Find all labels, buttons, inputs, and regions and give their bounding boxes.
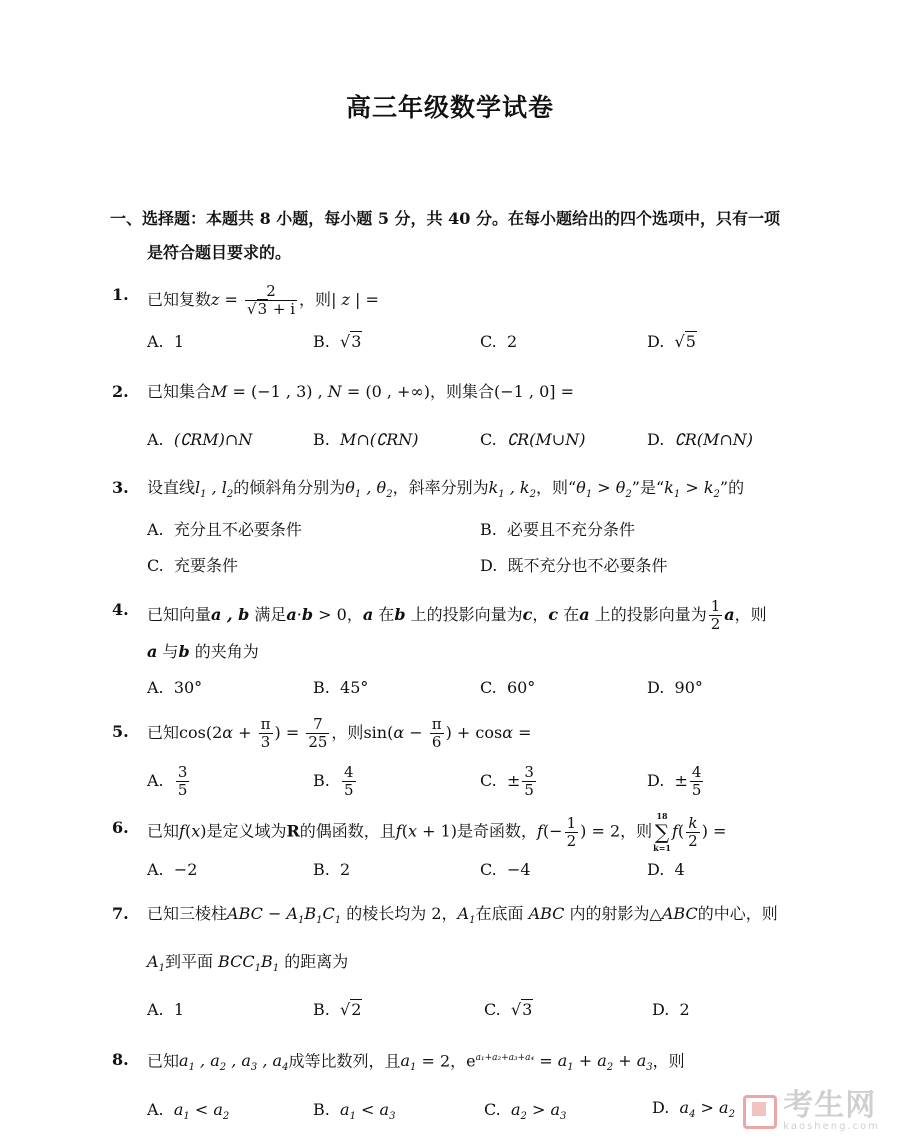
- question-4-stem: 已知向量a , b 满足a·b > 0，a 在b 上的投影向量为c，c 在a 上的投影向量为 $\frac{1}{2}$ a，则: [147, 597, 767, 633]
- option-d[interactable]: D. $a_4 > a_2$: [652, 1098, 735, 1121]
- option-b[interactable]: B. √3: [313, 332, 362, 351]
- option-c[interactable]: C. ∁R(M∪N): [480, 430, 586, 449]
- question-2-stem: 已知集合M = (−1 , 3) , N = (0 , +∞)，则集合(−1 , 0] =: [147, 382, 574, 401]
- section-header-line1: 一、选择题：本题共 8 小题，每小题 5 分，共 40 分。在每小题给出的四个选项中，只有一项: [110, 209, 780, 228]
- question-4-stem-line2: a 与b 的夹角为: [147, 642, 259, 661]
- fraction: $\frac{2}{√3 + i}$: [247, 282, 296, 318]
- question-number: 5.: [112, 722, 129, 741]
- watermark-logo: [743, 1088, 880, 1132]
- watermark-url: kaosheng.com: [783, 1121, 880, 1132]
- question-7-stem: 已知三棱柱ABC − $A_1B_1C_1$ 的棱长均为 2，$A_1$在底面 ABC 内的射影为△ABC的中心，则: [147, 904, 778, 927]
- question-number: 7.: [112, 904, 129, 923]
- option-c[interactable]: C. $a_2 > a_3$: [484, 1100, 567, 1123]
- option-d[interactable]: D. ∁R(M∩N): [647, 430, 754, 449]
- option-d[interactable]: D. ± $\frac{4}{5}$: [647, 763, 702, 799]
- page-title: 高三年级数学试卷: [345, 93, 554, 122]
- option-a[interactable]: A. $\frac{3}{5}$: [147, 763, 188, 799]
- option-b[interactable]: B. 必要且不充分条件: [480, 520, 636, 539]
- question-number: 8.: [112, 1050, 129, 1069]
- question-8-stem: 已知$a_1$ , $a_2$ , $a_3$ , $a_4$成等比数列，且$a_1 = 2$，$e^{a_1+a_2+a_3+a_4} = a_1 + a_2 + a_3$，则: [147, 1051, 685, 1074]
- logo-icon: [743, 1095, 777, 1129]
- option-a[interactable]: A. 30°: [147, 678, 203, 697]
- option-b[interactable]: B. M∩(∁RN): [313, 430, 419, 449]
- option-a[interactable]: A. (∁RM)∩N: [147, 430, 253, 449]
- option-c[interactable]: C. √3: [484, 1000, 533, 1019]
- option-d[interactable]: D. 4: [647, 860, 685, 879]
- option-a[interactable]: A. 1: [147, 332, 184, 351]
- question-6-stem: 已知f(x)是定义域为R的偶函数，且f(x + 1)是奇函数，f(− $\frac{1}{2}$ ) = 2，则 18 ∑ k=1 f( $\frac{k}{2}$ ) =: [147, 811, 727, 853]
- option-d[interactable]: D. √5: [647, 332, 696, 351]
- option-b[interactable]: B. $\frac{4}{5}$: [313, 763, 354, 799]
- question-3-stem: 设直线$l_1$ , $l_2$的倾斜角分别为$\theta_1$ , $\theta_2$，斜率分别为$k_1$ , $k_2$，则“$\theta_1 > \theta_2$”是“$k_1 > k_2$”的: [147, 478, 745, 501]
- option-a[interactable]: A. 充分且不必要条件: [147, 520, 302, 539]
- question-5-stem: 已知cos(2α + $\frac{\pi}{3}$ ) = $\frac{7}{25}$ ，则sin(α − $\frac{\pi}{6}$ ) + cosα =: [147, 715, 532, 751]
- option-b[interactable]: B. √2: [313, 1000, 362, 1019]
- question-number: 4.: [112, 600, 129, 619]
- option-c[interactable]: C. 充要条件: [147, 556, 238, 575]
- option-b[interactable]: B. $a_1 < a_3$: [313, 1100, 396, 1123]
- option-c[interactable]: C. ± $\frac{3}{5}$: [480, 763, 534, 799]
- question-number: 1.: [112, 285, 129, 304]
- question-7-stem-line2: $A_1$到平面 $BCC_1B_1$ 的距离为: [147, 952, 349, 975]
- option-c[interactable]: C. 60°: [480, 678, 536, 697]
- question-number: 6.: [112, 818, 129, 837]
- question-number: 2.: [112, 382, 129, 401]
- option-d[interactable]: D. 2: [652, 1000, 690, 1019]
- option-d[interactable]: D. 90°: [647, 678, 703, 697]
- section-header-line2: 是符合题目要求的。: [147, 243, 292, 262]
- question-number: 3.: [112, 478, 129, 497]
- option-a[interactable]: A. −2: [147, 860, 198, 879]
- watermark-text: 考生网: [783, 1088, 877, 1123]
- option-c[interactable]: C. 2: [480, 332, 518, 351]
- question-1-stem: 已知复数z = $\frac{2}{√3 + i}$ ，则| z | =: [147, 282, 379, 318]
- option-d[interactable]: D. 既不充分也不必要条件: [480, 556, 668, 575]
- option-a[interactable]: A. 1: [147, 1000, 184, 1019]
- option-c[interactable]: C. −4: [480, 860, 531, 879]
- option-b[interactable]: B. 2: [313, 860, 351, 879]
- option-b[interactable]: B. 45°: [313, 678, 369, 697]
- option-a[interactable]: A. $a_1 < a_2$: [147, 1100, 230, 1123]
